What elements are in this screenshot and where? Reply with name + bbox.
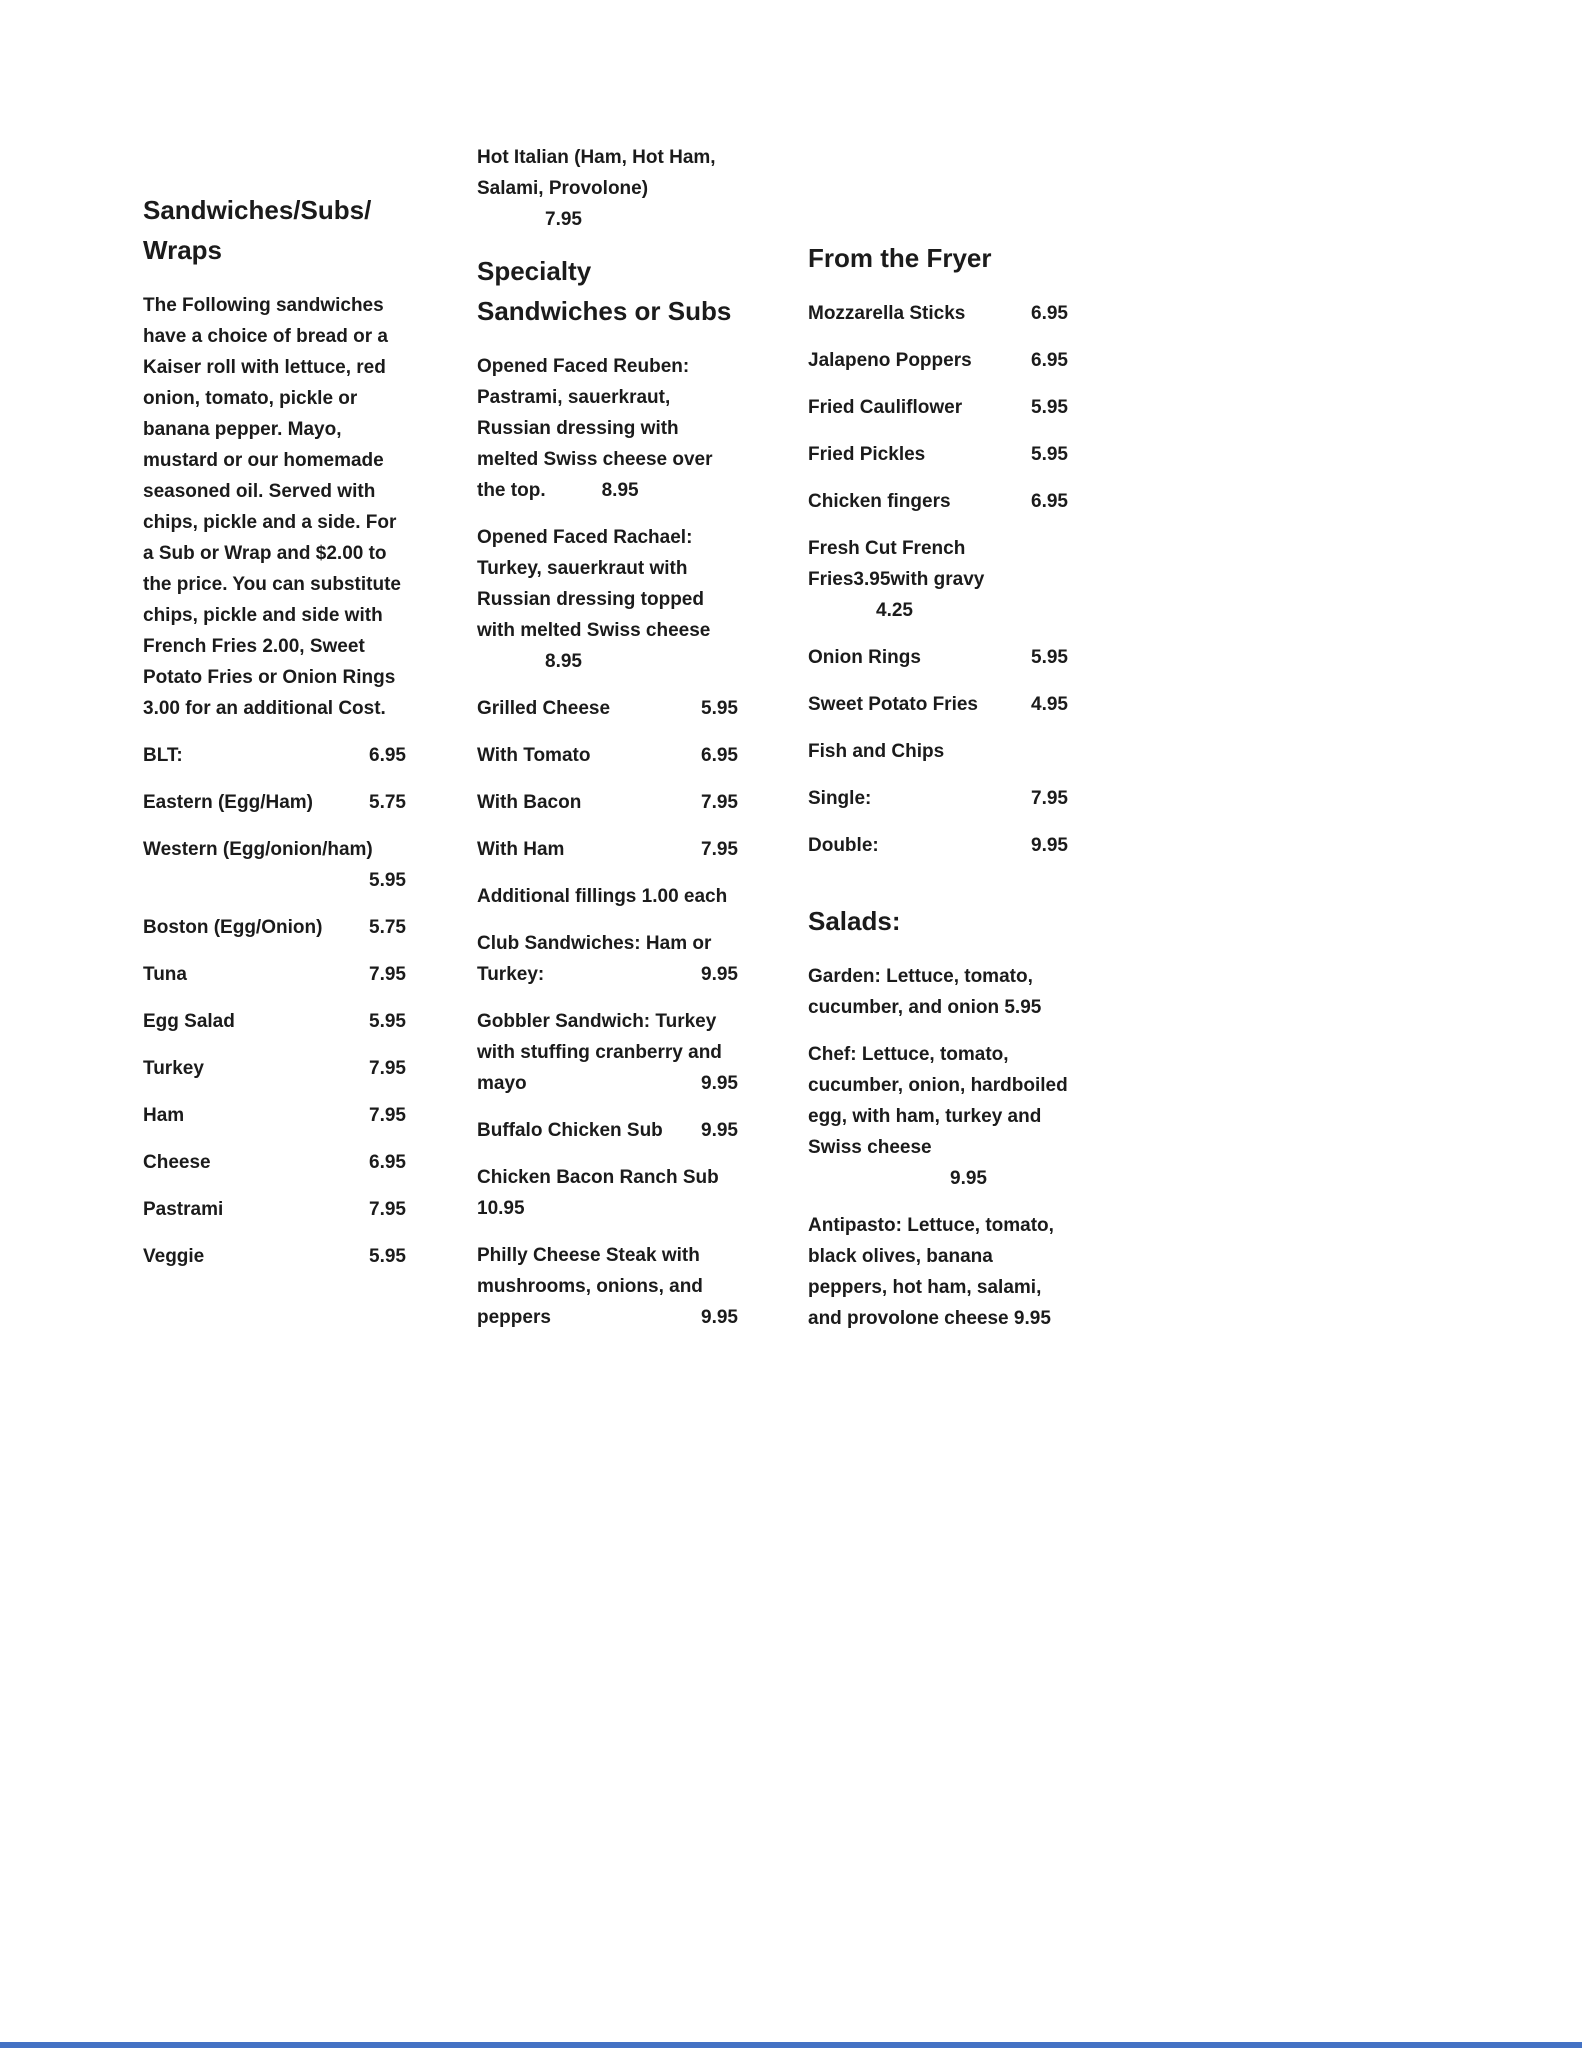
menu-item bbox=[808, 392, 1068, 423]
menu-item-name: Egg Salad bbox=[143, 1011, 235, 1032]
section-intro-paragraph: The Following sandwiches have a choice of bread or a Kaiser roll with lettuce, red onion, tomato, pickle or banana pepper. Mayo, mustard or our homemade seasoned oil. Served with chips, pickle and a side. For a Sub or Wrap and $2.00 to the price. You can substitute chips, pickle and side with French Fries 2.00, Sweet Potato Fries or Onion Rings 3.00 for an additional Cost. bbox=[143, 295, 401, 719]
menu-item-chef-salad bbox=[808, 1039, 1068, 1194]
menu-item-price: 6.95 bbox=[701, 745, 738, 766]
menu-item-price: 7.95 bbox=[701, 839, 738, 860]
menu-item bbox=[143, 1147, 406, 1178]
menu-item-philly bbox=[477, 1240, 738, 1333]
menu-item-fish-and-chips: Fish and Chips bbox=[808, 741, 945, 762]
menu-item-price: 7.95 bbox=[369, 1199, 406, 1220]
menu-item-rachael bbox=[477, 522, 738, 677]
menu-item-french-fries bbox=[808, 533, 1068, 626]
menu-item bbox=[143, 1053, 406, 1084]
menu-item-price: 4.25 bbox=[876, 600, 913, 621]
menu-item-name: Mozzarella Sticks bbox=[808, 303, 966, 324]
menu-item-price: 5.95 bbox=[1031, 397, 1068, 418]
menu-item-buffalo bbox=[477, 1115, 738, 1146]
menu-item-name: Eastern (Egg/Ham) bbox=[143, 792, 313, 813]
menu-item bbox=[477, 693, 738, 724]
menu-item-price: 8.95 bbox=[545, 651, 582, 672]
menu-item-name: With Ham bbox=[477, 839, 565, 860]
menu-item bbox=[808, 486, 1068, 517]
menu-item-price: 10.95 bbox=[477, 1198, 525, 1219]
page-bottom-border bbox=[0, 2042, 1582, 2048]
menu-item-description: Opened Faced Rachael: Turkey, sauerkraut with Russian dressing topped with melted Swiss cheese bbox=[477, 527, 711, 641]
menu-item-price: 7.95 bbox=[1031, 788, 1068, 809]
menu-item-reuben bbox=[477, 351, 738, 506]
menu-item-name: Chicken fingers bbox=[808, 491, 951, 512]
menu-item-price: 5.75 bbox=[369, 917, 406, 938]
menu-item bbox=[477, 787, 738, 818]
menu-item-price: 6.95 bbox=[1031, 303, 1068, 324]
menu-item-price: 5.75 bbox=[369, 792, 406, 813]
menu-item-price: 5.95 bbox=[1031, 444, 1068, 465]
menu-item-name: Buffalo Chicken Sub bbox=[477, 1120, 663, 1141]
additional-fillings-note: Additional fillings 1.00 each bbox=[477, 886, 728, 907]
menu-item bbox=[143, 1241, 406, 1272]
menu-item bbox=[143, 787, 406, 818]
menu-item-price: 9.95 bbox=[701, 1307, 738, 1328]
menu-item-name: Grilled Cheese bbox=[477, 698, 611, 719]
menu-item-gobbler bbox=[477, 1006, 738, 1099]
menu-item-name: With Tomato bbox=[477, 745, 591, 766]
menu-item-name: Hot Italian (Ham, Hot Ham, Salami, Provolone) bbox=[477, 147, 716, 199]
menu-item-price: 6.95 bbox=[369, 745, 406, 766]
menu-item bbox=[477, 834, 738, 865]
menu-item-club bbox=[477, 928, 738, 990]
menu-item-name: Jalapeno Poppers bbox=[808, 350, 972, 371]
menu-item-name: Double: bbox=[808, 835, 879, 856]
menu-item-name: Ham bbox=[143, 1105, 185, 1126]
menu-item bbox=[143, 1006, 406, 1037]
menu-item-price: 6.95 bbox=[369, 1152, 406, 1173]
menu-item-description: Opened Faced Reuben: Pastrami, sauerkraut, Russian dressing with melted Swiss cheese over the top. bbox=[477, 356, 713, 501]
menu-item-name: BLT: bbox=[143, 745, 183, 766]
menu-item-description: Antipasto: Lettuce, tomato, black olives, banana peppers, hot ham, salami, and provolone cheese bbox=[808, 1215, 1054, 1329]
menu-item-price: 5.95 bbox=[1031, 647, 1068, 668]
menu-item bbox=[808, 642, 1068, 673]
menu-item-name: Western (Egg/onion/ham) bbox=[143, 839, 373, 860]
menu-item-price: 7.95 bbox=[369, 964, 406, 985]
menu-item bbox=[143, 1100, 406, 1131]
menu-item-price: 9.95 bbox=[701, 964, 738, 985]
menu-item bbox=[808, 830, 1068, 861]
menu-item-price: 9.95 bbox=[950, 1168, 987, 1189]
menu-item-name: Chicken Bacon Ranch Sub bbox=[477, 1167, 719, 1188]
section-heading-fryer: From the Fryer bbox=[808, 243, 992, 273]
menu-item-name: Boston (Egg/Onion) bbox=[143, 917, 323, 938]
menu-item-hot-italian bbox=[477, 142, 738, 235]
menu-item-name: Sweet Potato Fries bbox=[808, 694, 978, 715]
menu-item-price: 9.95 bbox=[1031, 835, 1068, 856]
menu-item bbox=[143, 959, 406, 990]
menu-item-name: Pastrami bbox=[143, 1199, 224, 1220]
menu-item-price: 7.95 bbox=[545, 209, 582, 230]
menu-item-description: Garden: Lettuce, tomato, cucumber, and onion bbox=[808, 966, 1033, 1018]
menu-item bbox=[143, 912, 406, 943]
menu-item bbox=[808, 298, 1068, 329]
menu-item-price: 5.95 bbox=[369, 1246, 406, 1267]
menu-column-middle bbox=[477, 142, 738, 1349]
menu-item-name: Veggie bbox=[143, 1246, 205, 1267]
menu-item-price: 6.95 bbox=[1031, 491, 1068, 512]
menu-item-price: 8.95 bbox=[601, 480, 639, 501]
menu-item-antipasto-salad bbox=[808, 1210, 1068, 1334]
menu-item-price: 4.95 bbox=[1031, 694, 1068, 715]
menu-item bbox=[808, 783, 1068, 814]
menu-item-price: 9.95 bbox=[701, 1073, 738, 1094]
menu-item-name: With Bacon bbox=[477, 792, 582, 813]
menu-item-price: 5.95 bbox=[701, 698, 738, 719]
menu-item-name: Onion Rings bbox=[808, 647, 921, 668]
menu-item-price: 9.95 bbox=[1013, 1308, 1051, 1329]
menu-item-price: 5.95 bbox=[1004, 997, 1042, 1018]
section-heading-specialty: Specialty Sandwiches or Subs bbox=[477, 256, 732, 326]
menu-item bbox=[143, 834, 406, 896]
menu-item bbox=[808, 439, 1068, 470]
menu-item bbox=[808, 345, 1068, 376]
menu-item-price: 9.95 bbox=[701, 1120, 738, 1141]
menu-item-name: Fried Pickles bbox=[808, 444, 926, 465]
menu-item bbox=[477, 740, 738, 771]
menu-item bbox=[143, 740, 406, 771]
menu-item-description: Fresh Cut French Fries3.95with gravy bbox=[808, 538, 985, 590]
section-heading-sandwiches: Sandwiches/Subs/ Wraps bbox=[143, 195, 372, 265]
menu-item-description: Club Sandwiches: Ham or Turkey: bbox=[477, 933, 712, 985]
menu-item bbox=[143, 1194, 406, 1225]
section-heading-salads: Salads: bbox=[808, 906, 901, 936]
menu-item-name: Fried Cauliflower bbox=[808, 397, 963, 418]
menu-item-name: Tuna bbox=[143, 964, 187, 985]
menu-item-chicken-bacon-ranch bbox=[477, 1162, 738, 1224]
menu-item-description: Chef: Lettuce, tomato, cucumber, onion, hardboiled egg, with ham, turkey and Swiss cheese bbox=[808, 1044, 1068, 1158]
menu-item-garden-salad bbox=[808, 961, 1068, 1023]
menu-item-price: 7.95 bbox=[369, 1105, 406, 1126]
menu-item-price: 5.95 bbox=[369, 1011, 406, 1032]
menu-column-left bbox=[143, 190, 406, 1288]
menu-item-price: 7.95 bbox=[701, 792, 738, 813]
menu-item-description: Gobbler Sandwich: Turkey with stuffing cranberry and mayo bbox=[477, 1011, 722, 1094]
menu-item-price: 7.95 bbox=[369, 1058, 406, 1079]
menu-item-name: Single: bbox=[808, 788, 872, 809]
menu-column-right bbox=[808, 238, 1068, 1350]
menu-item-name: Cheese bbox=[143, 1152, 211, 1173]
menu-item-price: 6.95 bbox=[1031, 350, 1068, 371]
menu-item bbox=[808, 689, 1068, 720]
menu-item-description: Philly Cheese Steak with mushrooms, onions, and peppers bbox=[477, 1245, 703, 1328]
menu-item-name: Turkey bbox=[143, 1058, 204, 1079]
menu-item-price: 5.95 bbox=[369, 870, 406, 891]
